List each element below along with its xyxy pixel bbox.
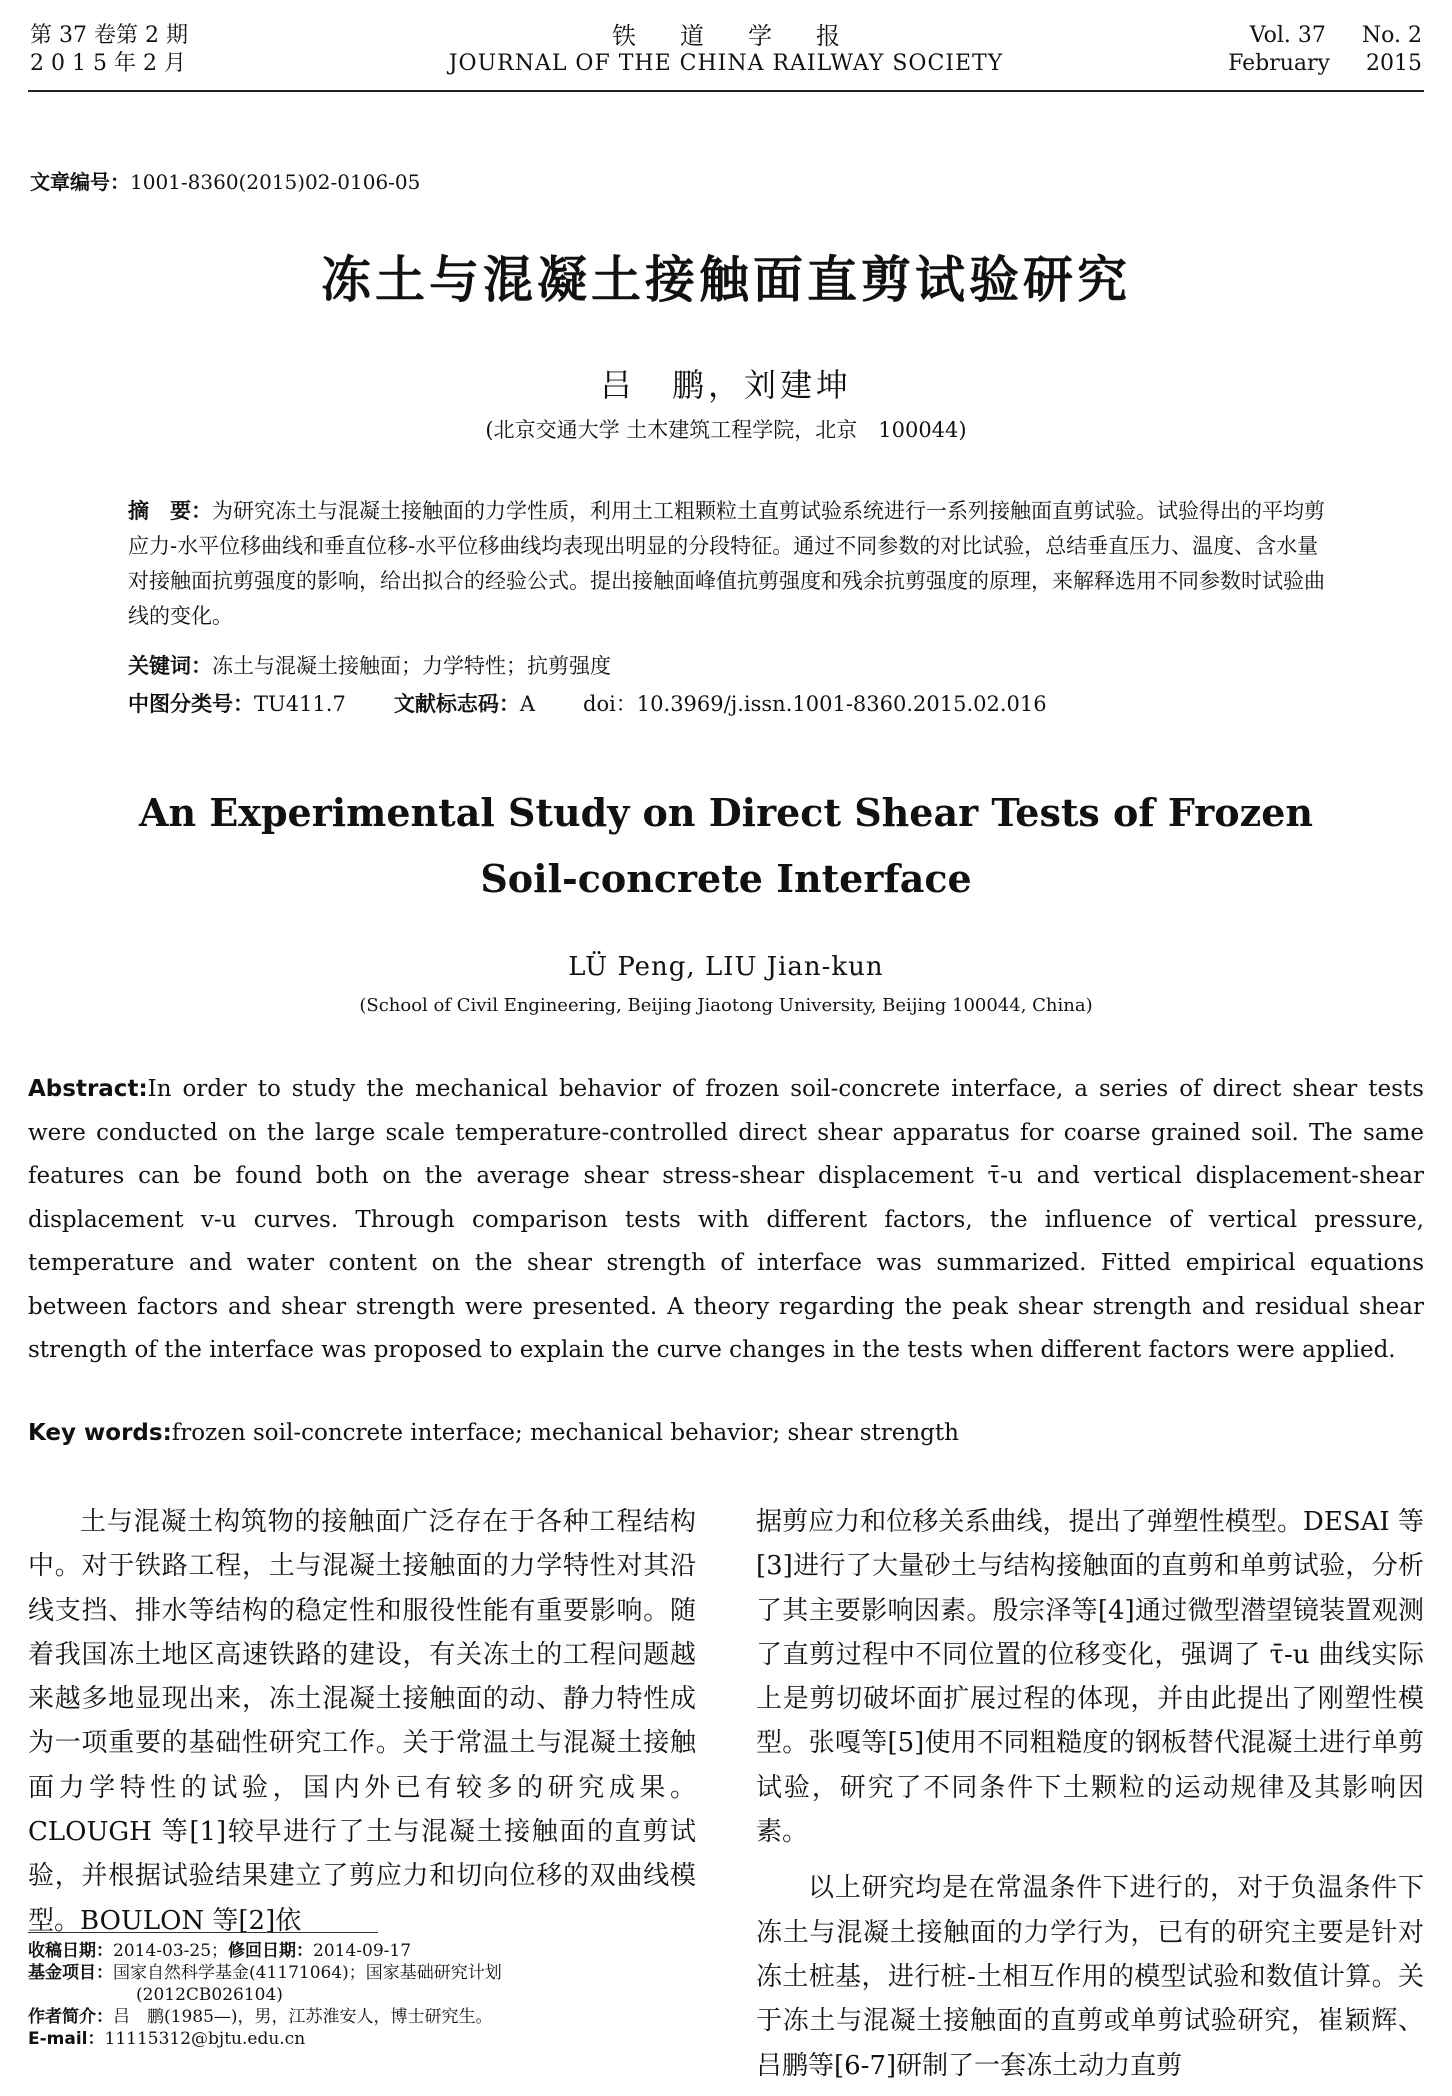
header-year: 2015 [1366, 51, 1422, 76]
classification-row [128, 688, 1047, 718]
received-date: 2014-03-25； [113, 1941, 229, 1961]
footnote-fund [28, 1962, 718, 1984]
title-en-line2: Soil-concrete Interface [480, 856, 972, 901]
clc-label: 中图分类号： [128, 692, 254, 716]
clc-value: TU411.7 [254, 692, 346, 716]
affiliation-en: (School of Civil Engineering, Beijing Jiaotong University, Beijing 100044, China) [359, 995, 1093, 1016]
footnote-email [28, 2028, 718, 2050]
page-title-cn: 冻土与混凝土接触面直剪试验研究 [321, 251, 1131, 309]
abstract-en [28, 1068, 1424, 1373]
journal-name-en: JOURNAL OF THE CHINA RAILWAY SOCIETY [448, 51, 1004, 76]
authors-en: LÜ Peng, LIU Jian-kun [568, 952, 884, 982]
abstract-en-label: Abstract: [28, 1076, 148, 1102]
abstract-en-text: In order to study the mechanical behavior of frozen soil-concrete interface, a series of direct shear tests were conducted on the large scale temperature-controlled direct shear apparatus for coarse grained soil. The same features can be found both on the average shear stress-shear displacement τ̄-u and vertical displacement-shear displacement v-u curves. Through comparison tests with different factors, the influence of vertical pressure, temperature and water content on the shear strength of interface was summarized. Fitted empirical equations between factors and shear strength were presented. A theory regarding the peak shear strength and residual shear strength of the interface was proposed to explain the curve changes in the tests when different factors were applied. [28, 1076, 1424, 1363]
author-bio: 吕 鹏(1985—)，男，江苏淮安人，博士研究生。 [113, 2007, 493, 2027]
article-number-label: 文章编号： [30, 170, 130, 194]
header-vol: Vol. 37 [1249, 23, 1326, 48]
footnote-divider [28, 1932, 378, 1933]
body-paragraph: 土与混凝土构筑物的接触面广泛存在于各种工程结构中。对于铁路工程，土与混凝土接触面的力学特性对其沿线支挡、排水等结构的稳定性和服役性能有重要影响。随着我国冻土地区高速铁路的建设，有关冻土的工程问题越来越多地显现出来，冻土混凝土接触面的动、静力特性成为一项重要的基础性研究工作。关于常温土与混凝土接触面力学特性的试验，国内外已有较多的研究成果。CLOUGH 等[1]较早进行了土与混凝土接触面的直剪试验，并根据试验结果建立了剪应力和切向位移的双曲线模型。BOULON 等[2]依 [28, 1507, 696, 1936]
footnote-author [28, 2006, 718, 2028]
header-month: February [1228, 51, 1330, 76]
header-divider [28, 90, 1424, 92]
header-volume-issue: 第 37 卷第 2 期 [30, 23, 188, 48]
journal-name-cn: 铁道学报 [612, 22, 884, 50]
fund-line2: (2012CB026104) [136, 1985, 283, 2005]
footnote [28, 1940, 718, 2050]
header-no: No. 2 [1361, 23, 1422, 48]
header-date-cn: 2 0 1 5 年 2 月 [30, 51, 186, 76]
fund-line1: 国家自然科学基金(41171064)；国家基础研究计划 [113, 1963, 502, 1983]
email-value: 11115312@bjtu.edu.cn [104, 2029, 306, 2049]
fund-label: 基金项目： [28, 1963, 113, 1983]
abstract-cn [128, 494, 1328, 634]
header-vol-info [1228, 22, 1422, 78]
affiliation-cn: (北京交通大学 土木建筑工程学院，北京 100044) [485, 418, 967, 442]
author-bio-label: 作者简介： [28, 2007, 113, 2027]
doc-code-label: 文献标志码： [393, 692, 520, 716]
body-column-right [756, 1500, 1424, 2088]
keywords-cn-text: 冻土与混凝土接触面；力学特性；抗剪强度 [212, 654, 611, 678]
article-number [30, 166, 420, 195]
footnote-dates [28, 1940, 718, 1962]
abstract-cn-text: 为研究冻土与混凝土接触面的力学性质，利用土工粗颗粒土直剪试验系统进行一系列接触面直剪试验。试验得出的平均剪应力-水平位移曲线和垂直位移-水平位移曲线均表现出明显的分段特征。通过不同参数的对比试验，总结垂直压力、温度、含水量对接触面抗剪强度的影响，给出拟合的经验公式。提出接触面峰值抗剪强度和残余抗剪强度的原理，来解释选用不同参数时试验曲线的变化。 [128, 499, 1325, 628]
received-label: 收稿日期： [28, 1941, 113, 1961]
doi: doi：10.3969/j.issn.1001-8360.2015.02.016 [583, 692, 1047, 716]
authors-cn: 吕 鹏，刘建坤 [599, 366, 852, 404]
keywords-en [28, 1420, 959, 1446]
article-number-value: 1001-8360(2015)02-0106-05 [130, 170, 421, 194]
keywords-cn [128, 650, 611, 680]
email-label: E-mail： [28, 2029, 105, 2049]
keywords-en-label: Key words: [28, 1420, 172, 1446]
keywords-cn-label: 关键词： [128, 654, 212, 678]
revised-label: 修回日期： [228, 1941, 314, 1961]
doc-code-value: A [519, 692, 535, 716]
keywords-en-text: frozen soil-concrete interface; mechanical behavior; shear strength [171, 1420, 959, 1446]
body-paragraph: 据剪应力和位移关系曲线，提出了弹塑性模型。DESAI 等[3]进行了大量砂土与结构接触面的直剪和单剪试验，分析了其主要影响因素。殷宗泽等[4]通过微型潜望镜装置观测了直剪过程中不同位置的位移变化，强调了 τ̄-u 曲线实际上是剪切破坏面扩展过程的体现，并由此提出了刚塑性模型。张嘎等[5]使用不同粗糙度的钢板替代混凝土进行单剪试验，研究了不同条件下土颗粒的运动规律及其影响因素。 [756, 1507, 1424, 1848]
body-column-left [28, 1500, 696, 1943]
page-title-en [0, 780, 1452, 912]
body-paragraph: 以上研究均是在常温条件下进行的，对于负温条件下冻土与混凝土接触面的力学行为，已有的研究主要是针对冻土桩基，进行桩-土相互作用的模型试验和数值计算。关于冻土与混凝土接触面的直剪或单剪试验研究，崔颖辉、吕鹏等[6-7]研制了一套冻土动力直剪 [756, 1873, 1424, 2081]
title-en-line1: An Experimental Study on Direct Shear Tests of Frozen [139, 790, 1313, 835]
revised-date: 2014-09-17 [313, 1941, 412, 1961]
abstract-cn-label: 摘 要： [128, 499, 212, 523]
